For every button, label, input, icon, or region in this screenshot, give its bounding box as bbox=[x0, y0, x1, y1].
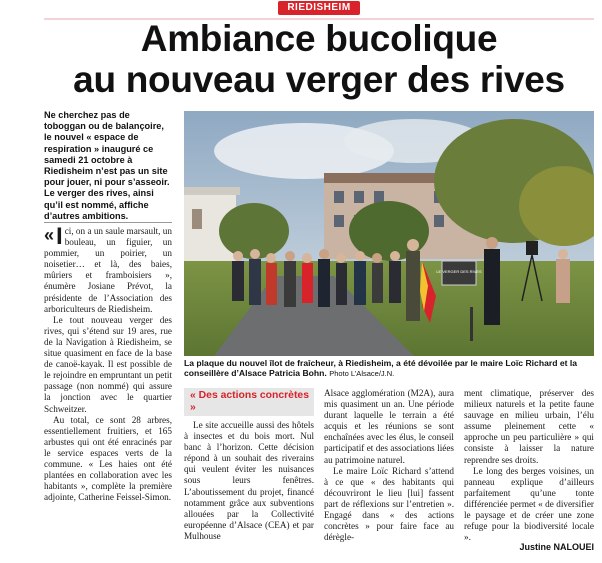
column-2-paragraph-1: Le site accueille aussi des hôtels à insectes et du bois mort. Nul banc à l’horizon. Cette décision répond à un souhait des riverains qui veulent éviter les nuisances sous leurs fenêtres. L’aboutissement du projet, financé notamment grâce aux subventions allouées par la Collectivité européenne d’Alsace (CEA) et par Mulhouse bbox=[184, 420, 314, 541]
headline-line-2: au nouveau verger des rives bbox=[73, 59, 565, 100]
subheading: « Des actions concrètes » bbox=[190, 390, 309, 413]
caption-text: La plaque du nouvel îlot de fraîcheur, à Riedisheim, a été dévoilée par le maire Loïc Richard et la conseillère d’Alsace Patricia Bohn. bbox=[184, 358, 578, 379]
column-3-paragraph-2: Le maire Loïc Richard s’attend à ce que « des habitants qui découvriront le lieu [lui] fassent part de réflexions sur l’entretien ». Engagé dans « des actions concrètes » pour faire face au dérègle- bbox=[324, 465, 454, 543]
column-3 bbox=[324, 388, 454, 543]
photo-credit: Photo L’Alsace/J.N. bbox=[329, 369, 395, 379]
photo-illustration bbox=[184, 111, 594, 356]
column-3-paragraph-1: Alsace agglomération (M2A), aura mis quasiment un an. Une période durant laquelle le terrain a été acquis et les réunions se sont enchaînées avec les élus, le conseil participatif et des associations liées au patrimoine naturel. bbox=[324, 388, 454, 465]
sign-post bbox=[470, 307, 473, 341]
column-4-paragraph-1: ment climatique, préserver des milieux naturels et la petite faune sauvage en milieu urbain, l’élu assume pleinement cette « approche un peu particulière » qui consiste à laisser la nature reprendre ses droits. bbox=[464, 388, 594, 465]
opening-quote: « bbox=[44, 225, 55, 245]
lead-paragraph-3: Au total, ce sont 28 arbres, essentiellement fruitiers, et 165 arbustes qui ont été enracinés par le service espaces verts de la commune. « Les haies ont été plantées en collaboration avec les habitants », complète la première adjointe, Catherine Feissel-Simon. bbox=[44, 414, 172, 503]
lead-paragraph-2: Le tout nouveau verger des rives, qui s’étend sur 19 ares, rue de la Navigation à Riedisheim, se situe quasiment en face de la base de canoë-kayak. Il est possible de le rejoindre en empruntant un petit passage (non nommé) qui assure la jonction avec le quartier Schweitzer. bbox=[44, 314, 172, 414]
lead-column bbox=[44, 223, 172, 503]
verger-sign-text: LE VERGER DES RIVES bbox=[436, 269, 482, 274]
shed-roof bbox=[184, 187, 240, 195]
column-4 bbox=[464, 388, 594, 543]
photo-caption bbox=[184, 358, 594, 380]
column-4-paragraph-2: Le long des berges voisines, un panneau explique d’ailleurs parfaitement qu’une tonte différenciée permet « de diversifier le paysage et de créer une zone refuge pour la biodiversité locale ». bbox=[464, 465, 594, 543]
article-intro: Ne cherchez pas de toboggan ou de balançoire, le nouvel « espace de respiration » inauguré ce samedi 21 octobre à Riedisheim n’est pas un site pour jouer, ni pour s’asseoir. Le verger des rives, ainsi qu’il est nommé, affiche d’autres ambitions. bbox=[44, 110, 170, 221]
lead-paragraph-1 bbox=[44, 223, 172, 315]
headline-line-1: Ambiance bucolique bbox=[140, 18, 498, 59]
headline bbox=[40, 18, 598, 100]
author-byline: Justine NALOUEI bbox=[519, 542, 594, 552]
section-tag: RIEDISHEIM bbox=[278, 1, 360, 15]
article-photo bbox=[184, 111, 594, 356]
column-2 bbox=[184, 420, 314, 542]
speaker bbox=[526, 241, 538, 255]
lead-text-1: ci, on a un saule marsault, un bouleau, un figuier, un pommier, un poirier, un noisetier… et là, des baies, mûriers et framboisiers », énumère Josiane Prévot, la présidente de l’Association des arboriculteurs de Riedisheim. bbox=[44, 226, 172, 314]
drop-cap: I bbox=[56, 223, 63, 250]
shed-window bbox=[192, 209, 202, 229]
intro-divider bbox=[44, 222, 172, 223]
